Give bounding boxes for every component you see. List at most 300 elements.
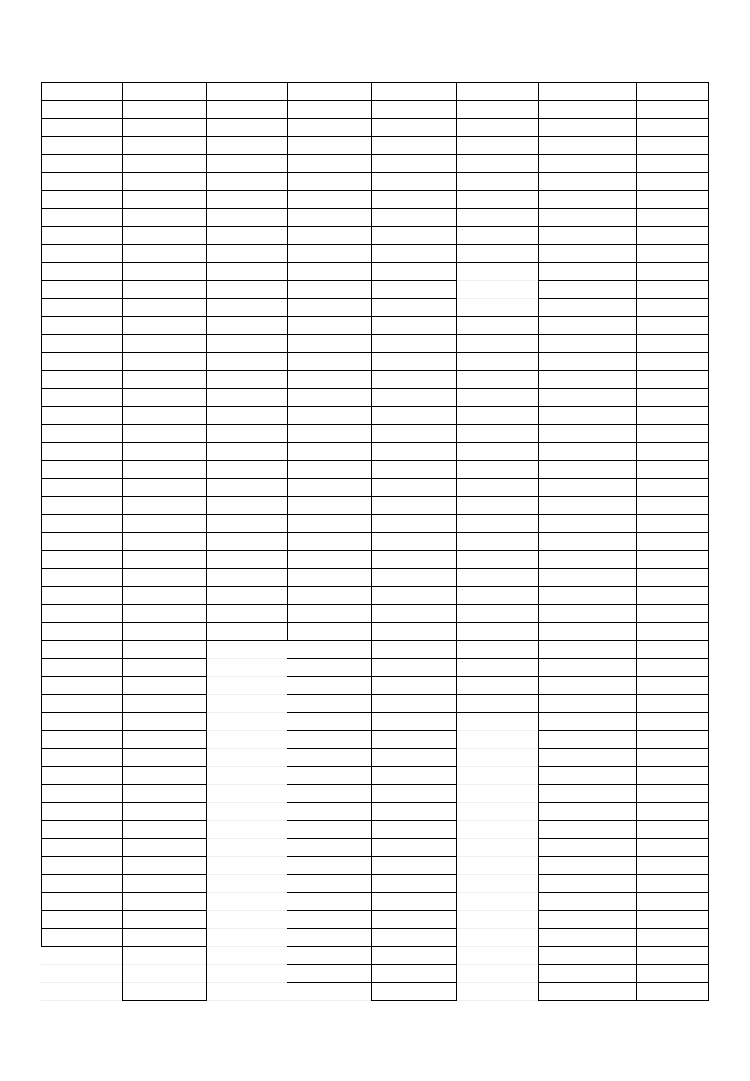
table-cell	[456, 100, 538, 118]
cell-border	[287, 784, 372, 785]
table-cell	[287, 820, 371, 838]
table-cell	[538, 874, 636, 892]
table-cell	[371, 424, 456, 442]
cell-border	[122, 820, 207, 821]
table-cell	[41, 316, 122, 334]
table-cell	[122, 442, 206, 460]
cell-border	[371, 856, 457, 857]
cell-border	[456, 118, 539, 119]
table-cell	[287, 442, 371, 460]
table-cell	[122, 820, 206, 838]
cell-border	[538, 856, 637, 857]
table-cell	[371, 352, 456, 370]
cell-border	[287, 136, 372, 137]
cell-border	[287, 262, 372, 263]
table-cell	[538, 280, 636, 298]
table-cell	[538, 730, 636, 748]
table-cell	[287, 154, 371, 172]
cell-border	[41, 946, 123, 947]
table-cell	[371, 910, 456, 928]
cell-border	[456, 172, 539, 173]
table-cell	[538, 136, 636, 154]
cell-border	[456, 622, 539, 623]
table-cell	[41, 190, 122, 208]
cell-border	[41, 406, 123, 407]
table-cell	[287, 748, 371, 766]
cell-border	[636, 244, 709, 245]
cell-border	[206, 172, 288, 173]
cell-border	[636, 226, 709, 227]
table-cell	[41, 784, 122, 802]
table-cell	[636, 802, 708, 820]
table-cell	[206, 352, 287, 370]
table-cell	[287, 190, 371, 208]
cell-border	[122, 784, 207, 785]
table-cell	[122, 370, 206, 388]
table-cell	[122, 460, 206, 478]
cell-border	[371, 712, 457, 713]
table-cell	[538, 946, 636, 964]
table-cell	[122, 406, 206, 424]
table-cell	[122, 208, 206, 226]
cell-border	[287, 874, 372, 875]
table-cell	[456, 118, 538, 136]
cell-border	[287, 946, 372, 947]
table-cell	[287, 496, 371, 514]
cell-border	[538, 838, 637, 839]
cell-border	[636, 136, 709, 137]
table-cell	[371, 820, 456, 838]
cell-border	[456, 406, 539, 407]
table-cell	[456, 496, 538, 514]
cell-border	[636, 712, 709, 713]
cell-border	[287, 586, 372, 587]
cell-border	[636, 442, 709, 443]
table-cell	[371, 604, 456, 622]
cell-border	[287, 496, 372, 497]
cell-border	[122, 874, 207, 875]
sub-column-header	[456, 316, 538, 334]
table-cell	[636, 874, 708, 892]
column-header	[122, 82, 206, 100]
table-cell	[371, 946, 456, 964]
table-cell	[287, 802, 371, 820]
cell-border	[206, 352, 288, 353]
cell-border	[287, 802, 372, 803]
table-cell	[636, 712, 708, 730]
table-cell	[538, 352, 636, 370]
cell-border	[636, 316, 709, 317]
column-header	[371, 82, 456, 100]
cell-border	[206, 550, 288, 551]
cell-border	[538, 496, 637, 497]
table-cell	[287, 118, 371, 136]
table-cell	[371, 406, 456, 424]
cell-border	[41, 766, 123, 767]
table-cell	[456, 226, 538, 244]
cell-border	[287, 856, 372, 857]
cell-border	[538, 136, 637, 137]
table-cell	[122, 424, 206, 442]
table-cell	[41, 388, 122, 406]
cell-border	[122, 406, 207, 407]
table-cell	[538, 766, 636, 784]
table-cell	[456, 154, 538, 172]
table-cell	[456, 532, 538, 550]
table-cell	[371, 514, 456, 532]
cell-border	[371, 910, 457, 911]
cell-border	[41, 478, 123, 479]
cell-border	[41, 334, 123, 335]
table-cell	[122, 334, 206, 352]
cell-border	[636, 388, 709, 389]
cell-border	[371, 82, 372, 1001]
cell-border	[41, 730, 123, 731]
table-cell	[122, 388, 206, 406]
table-cell	[456, 478, 538, 496]
table-cell	[636, 280, 708, 298]
table-cell	[371, 802, 456, 820]
table-cell	[206, 172, 287, 190]
cell-border	[636, 982, 709, 983]
cell-border	[287, 370, 372, 371]
cell-border	[371, 460, 457, 461]
table-cell	[538, 496, 636, 514]
table-cell	[122, 802, 206, 820]
table-cell	[206, 460, 287, 478]
table-cell	[538, 370, 636, 388]
table-cell	[41, 406, 122, 424]
cell-border	[456, 262, 539, 263]
table-cell	[41, 442, 122, 460]
table-cell	[636, 928, 708, 946]
table-cell	[538, 460, 636, 478]
cell-border	[287, 226, 372, 227]
cell-border	[41, 424, 123, 425]
table-cell	[41, 838, 122, 856]
table-cell	[636, 784, 708, 802]
table-cell	[456, 406, 538, 424]
cell-border	[456, 676, 539, 677]
table-cell	[371, 892, 456, 910]
table-cell	[41, 226, 122, 244]
cell-border	[456, 460, 539, 461]
cell-border	[41, 370, 123, 371]
cell-border	[41, 100, 123, 101]
cell-border	[636, 586, 709, 587]
table-cell	[636, 964, 708, 982]
table-cell	[538, 442, 636, 460]
table-cell	[287, 352, 371, 370]
table-cell	[287, 946, 371, 964]
table-cell	[538, 514, 636, 532]
table-cell	[456, 442, 538, 460]
cell-border	[206, 208, 288, 209]
cell-border	[538, 478, 637, 479]
cell-border	[538, 262, 637, 263]
table-cell	[538, 892, 636, 910]
table-cell	[206, 244, 287, 262]
table-cell	[287, 640, 371, 658]
cell-border	[636, 838, 709, 839]
cell-border	[636, 568, 709, 569]
table-cell	[636, 172, 708, 190]
table-cell	[287, 568, 371, 586]
cell-border	[122, 262, 207, 263]
table-cell	[206, 442, 287, 460]
cell-border	[287, 280, 372, 281]
cell-border	[41, 82, 709, 83]
cell-border	[456, 586, 539, 587]
cell-border	[456, 154, 539, 155]
cell-border	[371, 766, 457, 767]
cell-border	[636, 172, 709, 173]
cell-border	[371, 802, 457, 803]
table-cell	[41, 874, 122, 892]
cell-border	[41, 694, 123, 695]
cell-border	[371, 388, 457, 389]
cell-border	[41, 928, 123, 929]
table-cell	[206, 190, 287, 208]
table-cell	[371, 262, 456, 280]
cell-border	[538, 316, 637, 317]
table-cell	[371, 172, 456, 190]
cell-border	[538, 730, 637, 731]
table-cell	[41, 514, 122, 532]
table-cell	[287, 424, 371, 442]
table-cell	[41, 622, 122, 640]
cell-border	[206, 640, 288, 641]
table-cell	[41, 280, 122, 298]
table-cell	[456, 136, 538, 154]
table-cell	[287, 964, 371, 982]
table-cell	[371, 388, 456, 406]
table-cell	[371, 100, 456, 118]
cell-border	[636, 874, 709, 875]
column-header	[41, 82, 122, 100]
table-cell	[287, 406, 371, 424]
table-cell	[122, 496, 206, 514]
cell-border	[287, 460, 372, 461]
cell-border	[636, 514, 709, 515]
cell-border	[122, 172, 207, 173]
cell-border	[122, 442, 207, 443]
cell-border	[636, 154, 709, 155]
table-cell	[41, 694, 122, 712]
cell-border	[41, 712, 123, 713]
cell-border	[538, 118, 637, 119]
table-cell	[636, 190, 708, 208]
table-cell	[538, 784, 636, 802]
table-cell	[287, 100, 371, 118]
cell-border	[371, 676, 457, 677]
table-cell	[122, 136, 206, 154]
cell-border	[538, 298, 637, 299]
cell-border	[287, 298, 372, 299]
table-cell	[456, 334, 538, 352]
table-cell	[636, 298, 708, 316]
cell-border	[287, 316, 372, 317]
cell-border	[708, 82, 709, 1001]
table-cell	[456, 244, 538, 262]
table-cell	[41, 820, 122, 838]
cell-border	[287, 406, 372, 407]
table-cell	[41, 658, 122, 676]
table-cell	[122, 478, 206, 496]
cell-border	[122, 586, 207, 587]
table-cell	[122, 298, 206, 316]
cell-border	[371, 208, 457, 209]
table-cell	[538, 100, 636, 118]
table-cell	[636, 982, 708, 1000]
table-cell	[538, 154, 636, 172]
cell-border	[371, 838, 457, 839]
table-cell	[538, 910, 636, 928]
table-cell	[122, 640, 206, 658]
table-cell	[538, 298, 636, 316]
table-cell	[122, 244, 206, 262]
cell-border	[538, 568, 637, 569]
cell-border	[41, 208, 123, 209]
cell-border	[538, 802, 637, 803]
table-cell	[371, 568, 456, 586]
table-cell	[636, 136, 708, 154]
cell-border	[636, 352, 709, 353]
table-cell	[122, 964, 206, 982]
table-cell	[371, 298, 456, 316]
cell-border	[122, 928, 207, 929]
cell-border	[287, 388, 372, 389]
cell-border	[538, 460, 637, 461]
table-cell	[41, 604, 122, 622]
table-cell	[371, 838, 456, 856]
cell-border	[371, 244, 457, 245]
cell-border	[371, 298, 457, 299]
cell-border	[206, 514, 288, 515]
cell-border	[456, 334, 539, 335]
table-cell	[538, 604, 636, 622]
cell-border	[371, 946, 457, 947]
cell-border	[122, 550, 207, 551]
cell-border	[538, 190, 637, 191]
table-cell	[41, 262, 122, 280]
table-cell	[538, 190, 636, 208]
cell-border	[636, 118, 709, 119]
table-cell	[41, 730, 122, 748]
cell-border	[122, 334, 207, 335]
table-cell	[287, 658, 371, 676]
cell-border	[456, 496, 539, 497]
cell-border	[456, 208, 539, 209]
cell-border	[287, 568, 372, 569]
cell-border	[456, 82, 457, 1001]
cell-border	[456, 478, 539, 479]
cell-border	[371, 748, 457, 749]
table-cell	[456, 208, 538, 226]
cell-border	[122, 712, 207, 713]
table-cell	[371, 622, 456, 640]
table-cell	[122, 568, 206, 586]
table-cell	[41, 802, 122, 820]
table-cell	[538, 316, 636, 334]
cell-border	[287, 442, 372, 443]
table-cell	[122, 586, 206, 604]
cell-border	[538, 82, 539, 1001]
cell-border	[287, 820, 372, 821]
table-cell	[206, 532, 287, 550]
table-cell	[206, 100, 287, 118]
cell-border	[371, 874, 457, 875]
cell-border	[538, 946, 637, 947]
cell-border	[538, 586, 637, 587]
table-cell	[371, 244, 456, 262]
cell-border	[41, 604, 123, 605]
cell-border	[371, 622, 457, 623]
cell-border	[538, 712, 637, 713]
cell-border	[371, 928, 457, 929]
cell-border	[636, 820, 709, 821]
cell-border	[41, 874, 123, 875]
cell-border	[371, 586, 457, 587]
table-cell	[122, 874, 206, 892]
table-cell	[122, 838, 206, 856]
cell-border	[41, 676, 123, 677]
cell-border	[456, 640, 539, 641]
table-cell	[287, 784, 371, 802]
table-cell	[371, 208, 456, 226]
table-cell	[456, 694, 538, 712]
cell-border	[287, 676, 372, 677]
table-cell	[122, 946, 206, 964]
table-cell	[636, 370, 708, 388]
cell-border	[538, 424, 637, 425]
table-cell	[287, 532, 371, 550]
table-cell	[371, 676, 456, 694]
cell-border	[538, 874, 637, 875]
table-cell	[287, 460, 371, 478]
table-cell	[287, 586, 371, 604]
table-cell	[41, 910, 122, 928]
table-cell	[122, 100, 206, 118]
table-cell	[122, 280, 206, 298]
cell-border	[122, 370, 207, 371]
table-cell	[538, 820, 636, 838]
table-cell	[122, 172, 206, 190]
cell-border	[636, 370, 709, 371]
table-cell	[206, 226, 287, 244]
cell-border	[206, 100, 288, 101]
table-cell	[41, 928, 122, 946]
table-cell	[206, 208, 287, 226]
cell-border	[41, 550, 123, 551]
table-cell	[287, 136, 371, 154]
cell-border	[371, 820, 457, 821]
table-cell	[206, 154, 287, 172]
table-cell	[206, 424, 287, 442]
cell-border	[538, 892, 637, 893]
table-cell	[287, 388, 371, 406]
cell-border	[287, 100, 372, 101]
table-cell	[636, 442, 708, 460]
table-cell	[538, 982, 636, 1000]
cell-border	[287, 532, 372, 533]
table-cell	[122, 226, 206, 244]
cell-border	[636, 928, 709, 929]
cell-border	[122, 280, 207, 281]
cell-border	[538, 820, 637, 821]
cell-border	[636, 676, 709, 677]
cell-border	[41, 802, 123, 803]
